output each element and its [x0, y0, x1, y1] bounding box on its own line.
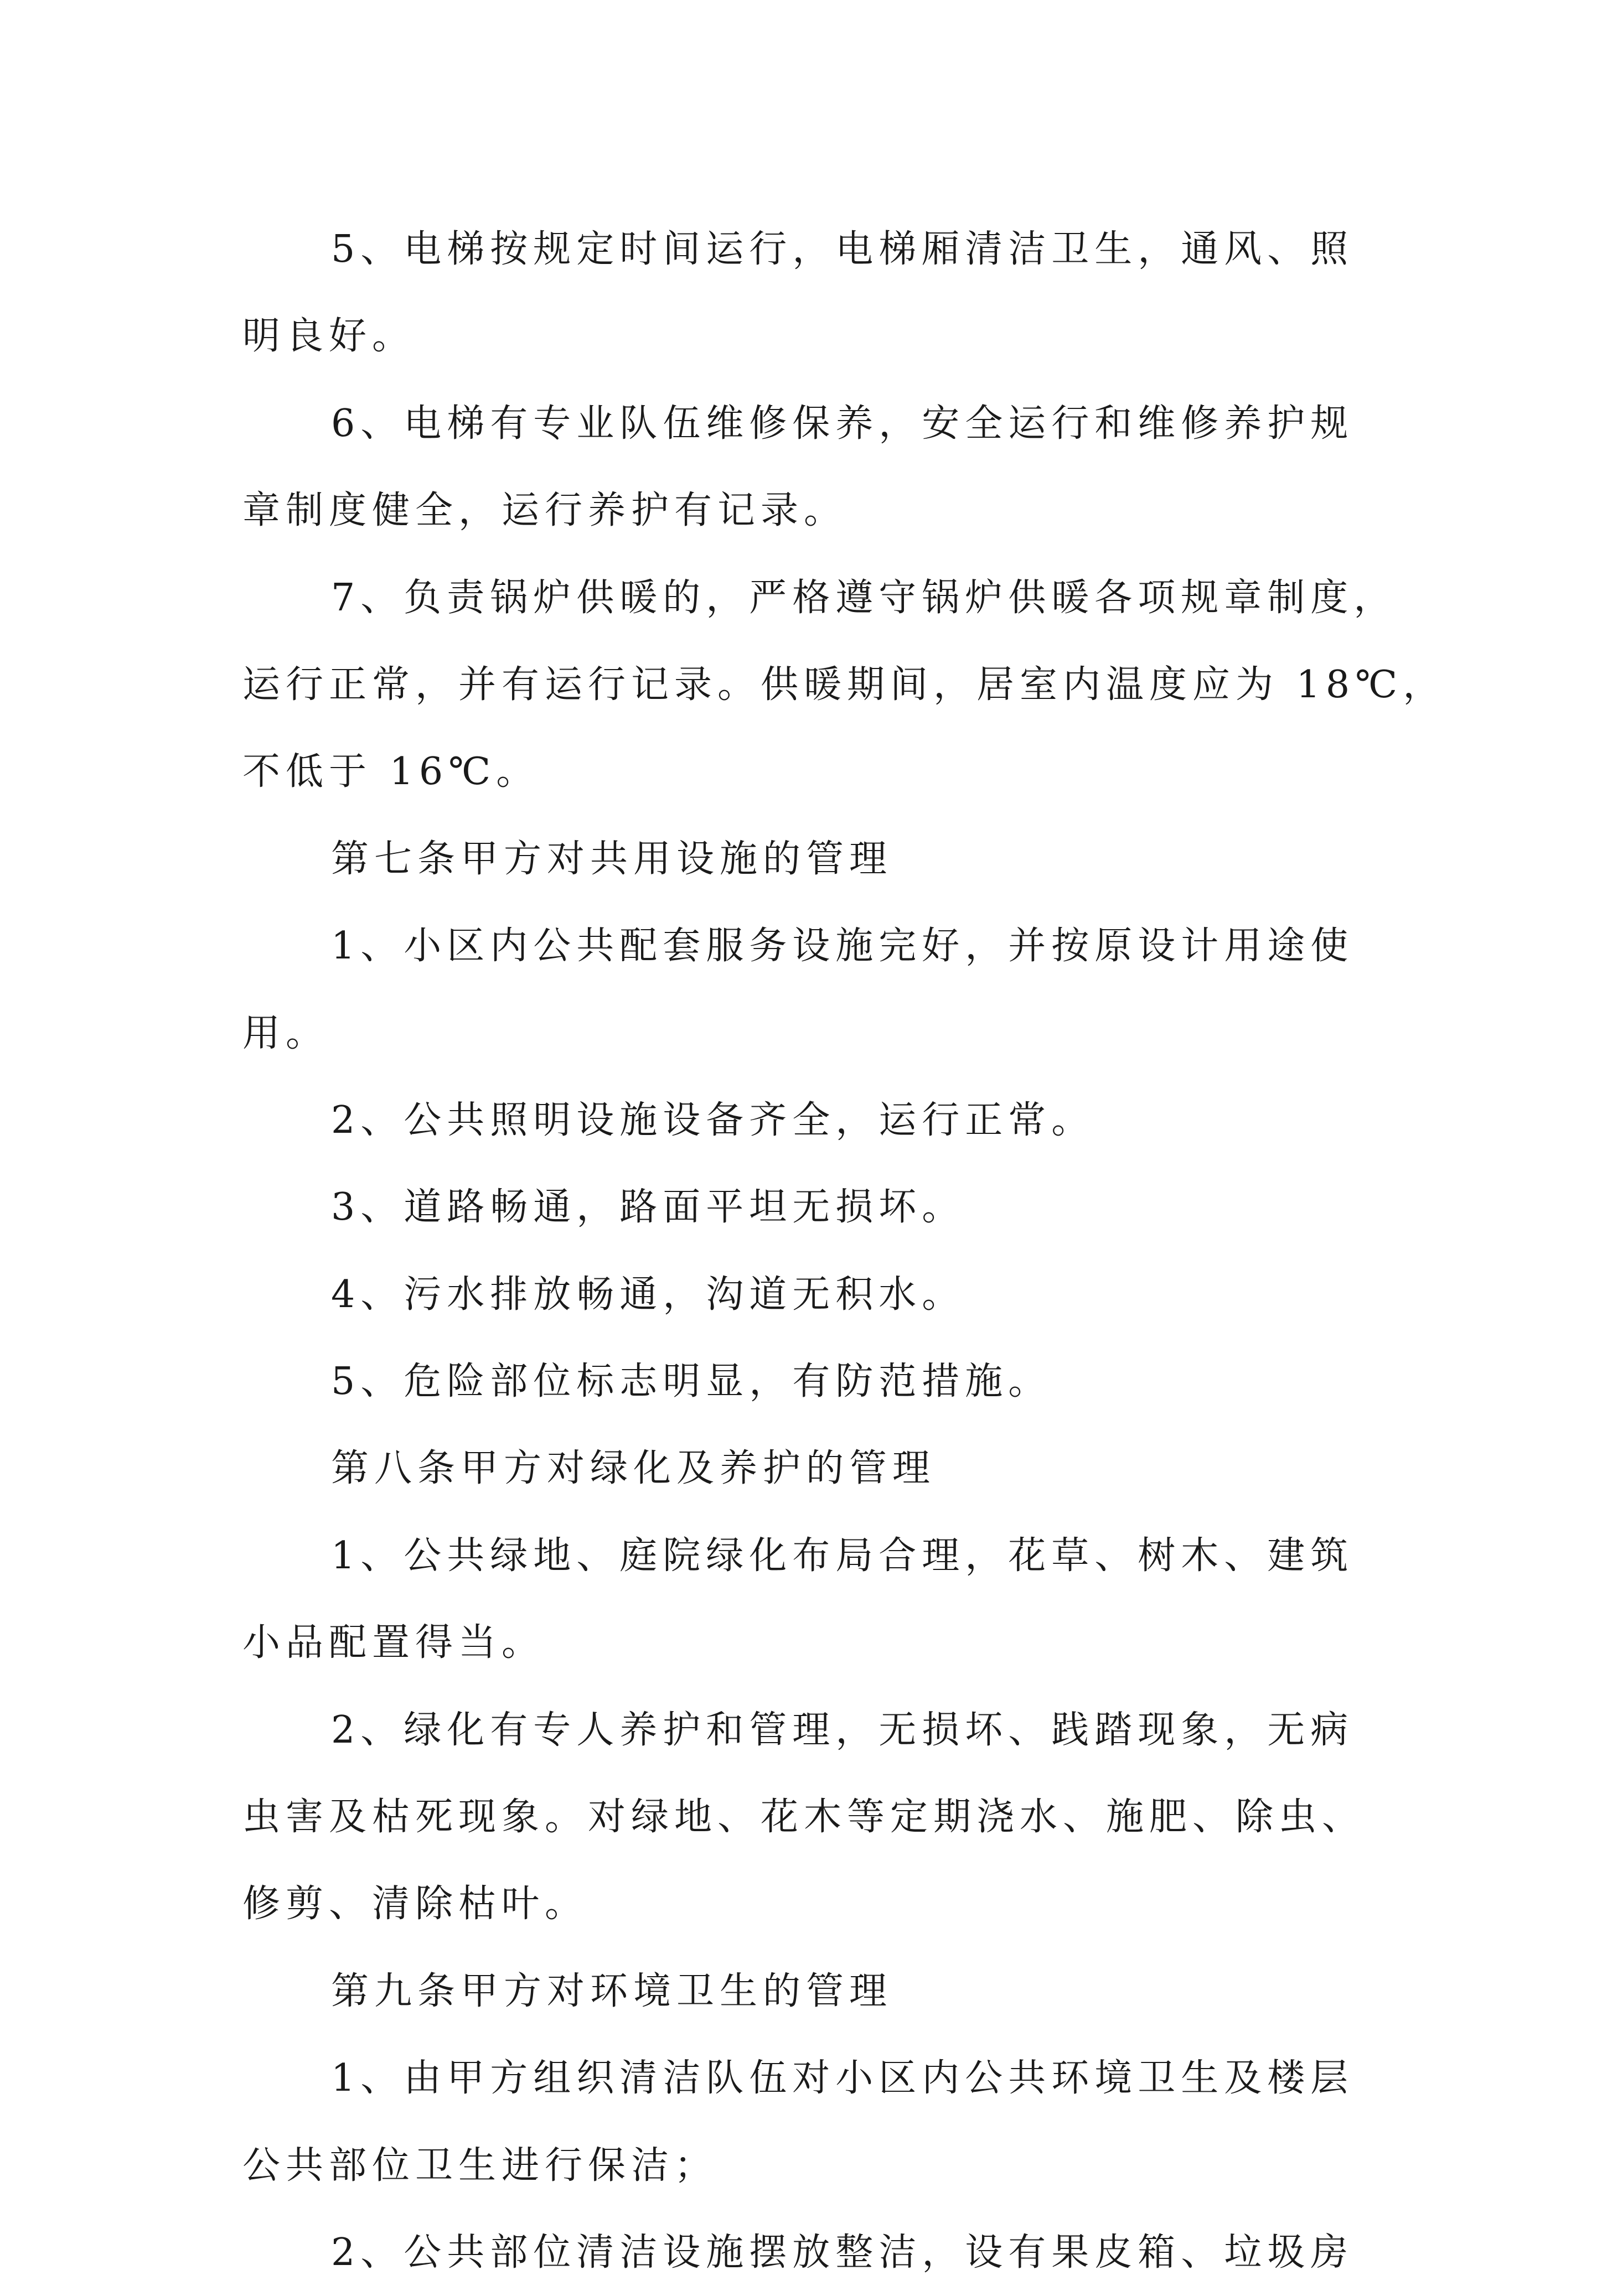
document-line: 运行正常，并有运行记录。供暖期间，居室内温度应为 18℃， [242, 662, 1446, 707]
document-line: 不低于 16℃。 [242, 750, 540, 794]
document-line: 5、危险部位标志明显，有防范措施。 [331, 1360, 1052, 1404]
document-line: 虫害及枯死现象。对绿地、花木等定期浇水、施肥、除虫、 [242, 1795, 1366, 1839]
document-line: 7、负责锅炉供暖的，严格遵守锅炉供暖各项规章制度， [331, 576, 1397, 620]
document-line: 2、公共部位清洁设施摆放整洁，设有果皮箱、垃圾房 [331, 2230, 1354, 2274]
document-line: 1、由甲方组织清洁队伍对小区内公共环境卫生及楼层 [331, 2056, 1354, 2101]
document-line: 1、小区内公共配套服务设施完好，并按原设计用途使 [331, 924, 1354, 968]
document-line: 3、道路畅通，路面平坦无损坏。 [331, 1185, 965, 1230]
document-line: 第七条甲方对共用设施的管理 [331, 837, 893, 881]
document-line: 公共部位卫生进行保洁； [242, 2143, 718, 2188]
document-line: 6、电梯有专业队伍维修保养，安全运行和维修养护规 [331, 401, 1354, 445]
document-line: 5、电梯按规定时间运行，电梯厢清洁卫生，通风、照 [331, 227, 1354, 271]
document-line: 修剪、清除枯叶。 [242, 1882, 588, 1926]
document-line: 第九条甲方对环境卫生的管理 [331, 1969, 893, 2013]
document-body [242, 206, 1446, 2296]
document-line: 用。 [242, 1011, 329, 1055]
document-line: 章制度健全，运行养护有记录。 [242, 489, 847, 533]
document-line: 明良好。 [242, 314, 416, 359]
document-line: 4、污水排放畅通，沟道无积水。 [331, 1272, 965, 1317]
document-line: 1、公共绿地、庭院绿化布局合理，花草、树木、建筑 [331, 1533, 1354, 1578]
document-line: 2、公共照明设施设备齐全，运行正常。 [331, 1098, 1095, 1142]
document-line: 小品配置得当。 [242, 1621, 545, 1665]
document-line: 第八条甲方对绿化及养护的管理 [331, 1447, 936, 1491]
document-line: 2、绿化有专人养护和管理，无损坏、践踏现象，无病 [331, 1708, 1354, 1752]
